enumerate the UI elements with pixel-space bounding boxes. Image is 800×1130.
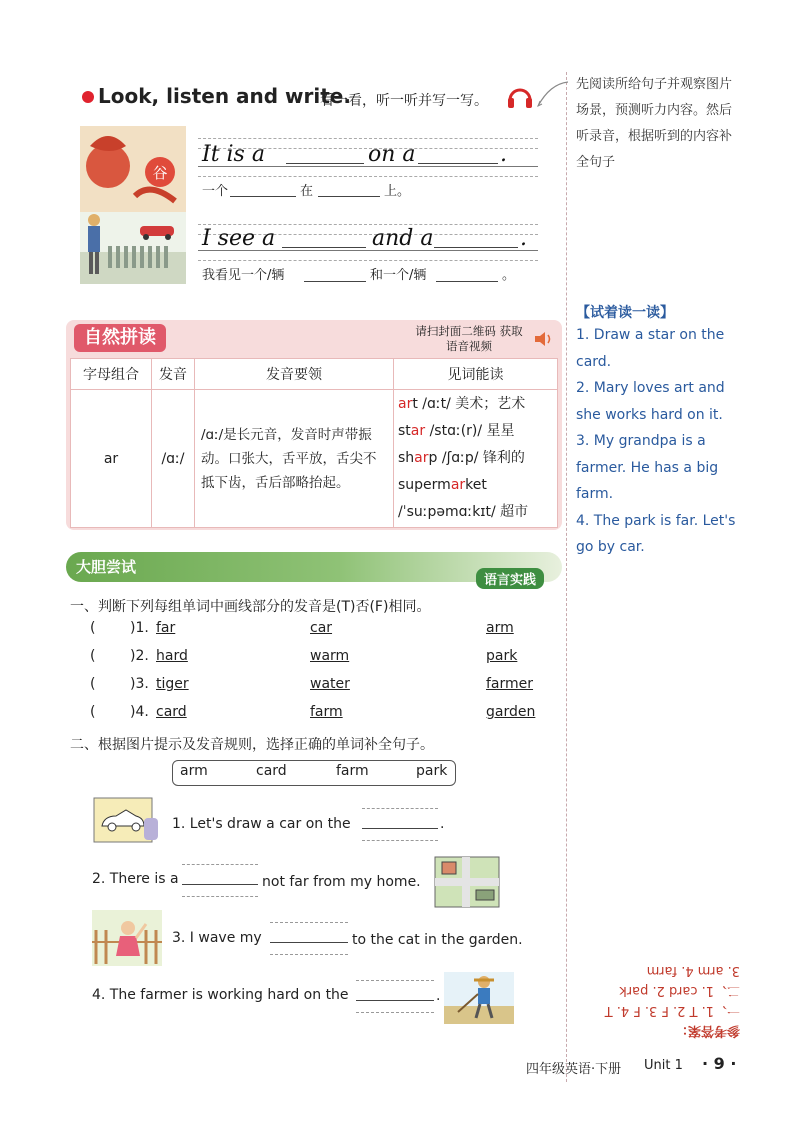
answer-blank[interactable] — [436, 281, 498, 282]
word-bank-item: farm — [336, 763, 369, 779]
q1-row: ( )3. tiger water farmer — [90, 676, 534, 692]
dashed-separator — [566, 72, 567, 1082]
answer-blank[interactable] — [282, 247, 366, 248]
q2-title: 二、根据图片提示及发音规则，选择正确的单词补全句子。 — [70, 737, 434, 753]
letter-combo: ar — [71, 390, 152, 528]
guide-line — [356, 980, 434, 981]
guide-line — [362, 840, 438, 841]
col-header: 发音要领 — [195, 359, 394, 390]
word-row: supermarket — [398, 477, 487, 493]
speaker-icon[interactable] — [532, 328, 554, 350]
hand-line2-start: I see a — [202, 226, 276, 251]
answer-blank[interactable] — [418, 163, 498, 164]
arrow-connector-icon — [536, 80, 570, 110]
answer-paren[interactable]: ( — [90, 648, 96, 664]
try-read-list — [576, 322, 746, 561]
answer-paren[interactable]: ( — [90, 676, 96, 692]
hand-line1-start: It is a — [202, 142, 265, 167]
guide-line — [270, 954, 348, 955]
guide-line — [182, 864, 258, 865]
tips-cell: /ɑː/是长元音，发音时声带振动。口张大，舌平放，舌尖不抵下齿，舌后部略抬起。 — [195, 390, 394, 528]
answer-blank[interactable] — [270, 942, 348, 943]
side-note: 先阅读所给句子并观察图片场景，预测听力内容。然后听录音，根据听到的内容补全句子 — [576, 77, 733, 170]
cn-line2-c: 。 — [502, 268, 516, 283]
hand-line2-end: . — [520, 226, 527, 251]
park-map-illustration — [434, 856, 500, 908]
hand-line2-mid: and a — [372, 226, 434, 251]
q1-row: ( )4. card farm garden — [90, 704, 536, 720]
guide-line — [182, 896, 258, 897]
guide-line — [198, 138, 538, 139]
phonics-note: 请扫封面二维码 获取语音视频 — [415, 324, 523, 353]
answer-blank[interactable] — [230, 196, 296, 197]
hand-line1-mid: on a — [368, 142, 416, 167]
cn-line1-c: 上。 — [384, 184, 411, 199]
guide-line — [198, 176, 538, 177]
word-row: sharp /ʃɑːp/ 锋利的 — [398, 450, 525, 466]
q1-row: ( )2. hard warm park — [90, 648, 518, 664]
q2-item4-end: . — [436, 988, 441, 1004]
paper-cut-illustration — [80, 126, 186, 212]
girl-waving-illustration — [92, 910, 162, 966]
try-read-title: 【试着读一读】 — [576, 305, 674, 321]
cn-line1-b: 在 — [300, 184, 314, 199]
headphones-icon[interactable] — [506, 84, 534, 110]
q2-item2-text: 2. There is a — [92, 871, 179, 887]
col-header: 见词能读 — [394, 359, 558, 390]
cn-line2-b: 和一个/辆 — [370, 268, 427, 283]
try-read-item: 2. Mary loves art and she works hard on it. — [576, 380, 725, 423]
word-bank-item: park — [416, 763, 448, 779]
guide-line — [356, 1012, 434, 1013]
ipa-cell: /ɑː/ — [152, 390, 195, 528]
answer-blank[interactable] — [434, 247, 518, 248]
word-bank — [172, 760, 456, 786]
words-cell — [394, 390, 558, 528]
answer-line: 3. arm 4. farm — [646, 963, 740, 978]
answer-blank[interactable] — [286, 163, 364, 164]
section-title: Look, listen and write. — [98, 84, 351, 108]
answer-blank[interactable] — [318, 196, 380, 197]
guide-line — [198, 224, 538, 225]
car-drawing-illustration — [92, 796, 160, 844]
guide-line — [362, 808, 438, 809]
badge-char: 谷 — [152, 164, 168, 182]
try-read-item: 3. My grandpa is a farmer. He has a big farm. — [576, 433, 719, 502]
hand-line1-end: . — [500, 142, 507, 167]
practice-title: 大胆尝试 — [76, 558, 137, 576]
farmer-working-illustration — [444, 972, 514, 1024]
q2-item3-end: to the cat in the garden. — [352, 932, 523, 948]
q2-item2-end: not far from my home. — [262, 874, 421, 890]
footer-book: 四年级英语·下册 — [526, 1062, 622, 1077]
q2-item3-text: 3. I wave my — [172, 930, 262, 946]
answer-paren[interactable]: ( — [90, 704, 96, 720]
phonics-table — [70, 358, 558, 528]
word-bank-item: arm — [180, 763, 208, 779]
answer-key-title: 参考答案： — [674, 1023, 740, 1038]
answer-paren[interactable]: ( — [90, 620, 96, 636]
word-row: art /ɑːt/ 美术；艺术 — [398, 396, 526, 412]
q2-item1-end: . — [440, 816, 445, 832]
page-number: · 9 · — [702, 1054, 737, 1073]
phonics-title: 自然拼读 — [74, 324, 166, 352]
guide-line — [198, 260, 538, 261]
q2-item1-text: 1. Let's draw a car on the — [172, 816, 351, 832]
practice-tag: 语言实践 — [476, 568, 544, 589]
answer-blank[interactable] — [362, 828, 438, 829]
word-row: /ˈsuːpəmɑːkɪt/ 超市 — [398, 504, 529, 520]
guide-line — [270, 922, 348, 923]
answer-blank[interactable] — [304, 281, 366, 282]
answer-blank[interactable] — [356, 1000, 434, 1001]
answer-line: 一、1. T 2. F 3. F 4. T — [604, 1003, 740, 1018]
q1-list — [90, 620, 550, 732]
q2-item4-text: 4. The farmer is working hard on the — [92, 987, 349, 1003]
word-row: star /stɑː(r)/ 星星 — [398, 423, 515, 439]
section-instruction: 看一看，听一听并写一写。 — [320, 93, 488, 109]
red-bullet-icon — [82, 91, 94, 103]
col-header: 字母组合 — [71, 359, 152, 390]
q1-row: ( )1. far car arm — [90, 620, 514, 636]
answer-blank[interactable] — [182, 884, 258, 885]
cn-line1-a: 一个 — [202, 184, 229, 199]
try-read-item: 4. The park is far. Let's go by car. — [576, 512, 736, 555]
answer-line: 二、1. card 2. park — [619, 983, 740, 998]
col-header: 发音 — [152, 359, 195, 390]
try-read-item: 1. Draw a star on the card. — [576, 327, 725, 370]
q1-title: 一、判断下列每组单词中画线部分的发音是(T)否(F)相同。 — [70, 599, 431, 615]
cn-line2-a: 我看见一个/辆 — [202, 268, 285, 283]
footer-unit: Unit 1 — [644, 1058, 683, 1073]
word-bank-item: card — [256, 763, 287, 779]
farmer-field-illustration — [80, 212, 186, 284]
answer-key — [590, 960, 740, 1040]
